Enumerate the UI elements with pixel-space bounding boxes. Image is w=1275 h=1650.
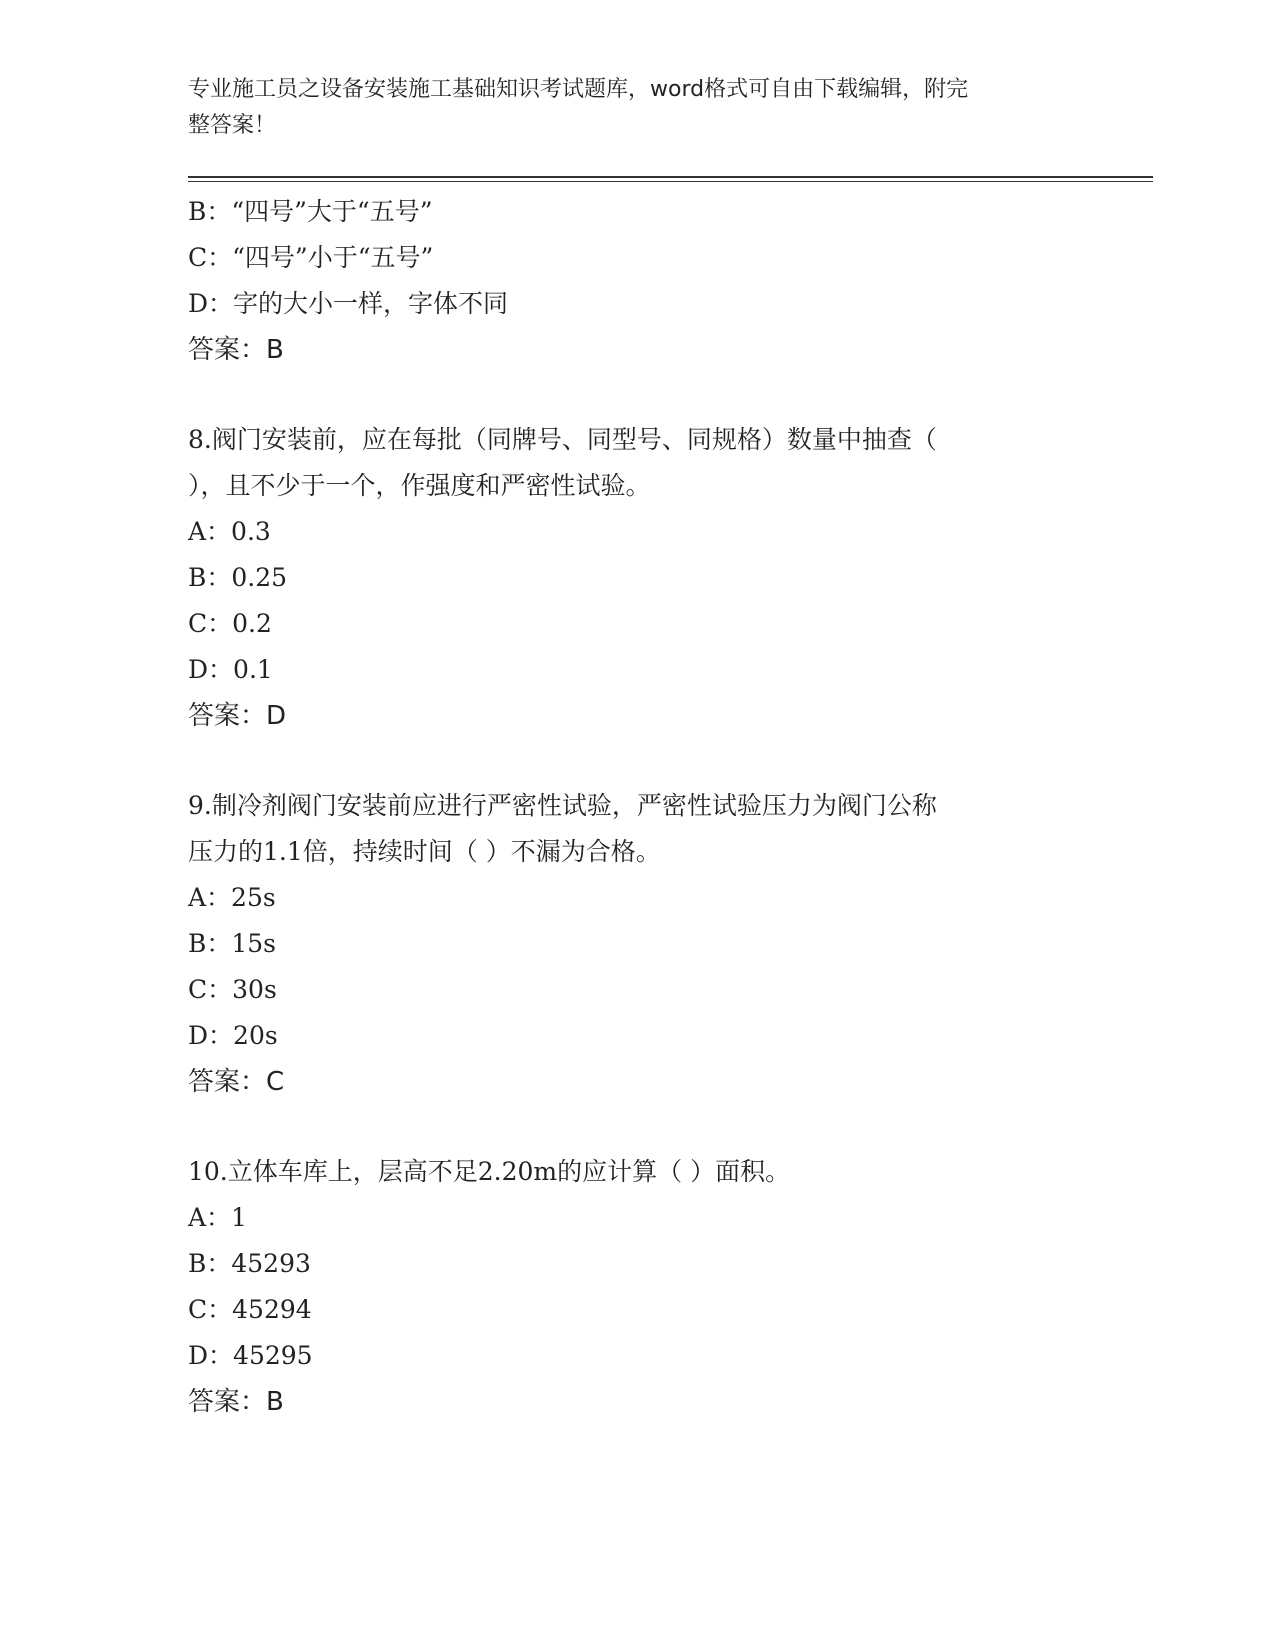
option-d: D：0.1 bbox=[188, 655, 273, 684]
spacer bbox=[188, 739, 1088, 783]
answer-label: 答案：B bbox=[188, 335, 284, 365]
answer-label: 答案：D bbox=[188, 701, 287, 731]
answer-label: 答案：B bbox=[188, 1387, 284, 1417]
spacer bbox=[188, 373, 1088, 417]
answer-label: 答案：C bbox=[188, 1067, 285, 1097]
option-c: C：0.2 bbox=[188, 609, 272, 638]
header-title-line-1: 专业施工员之设备安装施工基础知识考试题库，word格式可自由下载编辑，附完 bbox=[188, 77, 969, 102]
option-c: C：45294 bbox=[188, 1295, 312, 1324]
option-c: C：“四号”小于“五号” bbox=[188, 243, 434, 272]
header-title-line-2: 整答案！ bbox=[188, 113, 277, 138]
document-header bbox=[188, 72, 1068, 144]
header-divider-thick bbox=[188, 176, 1153, 178]
question-9 bbox=[188, 783, 1088, 1105]
question-stem-line-2: 压力的1.1倍，持续时间（ ）不漏为合格。 bbox=[188, 837, 661, 866]
option-a: A：25s bbox=[188, 883, 276, 912]
option-d: D：字的大小一样，字体不同 bbox=[188, 289, 509, 318]
question-stem-line-1: 10.立体车库上，层高不足2.20m的应计算（ ）面积。 bbox=[188, 1157, 791, 1186]
question-list bbox=[188, 189, 1088, 1425]
option-a: A：0.3 bbox=[188, 517, 271, 546]
question-10 bbox=[188, 1149, 1088, 1425]
option-b: B：15s bbox=[188, 929, 277, 958]
spacer bbox=[188, 1105, 1088, 1149]
question-stem-line-1: 9.制冷剂阀门安装前应进行严密性试验，严密性试验压力为阀门公称 bbox=[188, 791, 937, 820]
option-d: D：45295 bbox=[188, 1341, 313, 1370]
option-b: B：0.25 bbox=[188, 563, 288, 592]
option-b: B：“四号”大于“五号” bbox=[188, 197, 433, 226]
option-b: B：45293 bbox=[188, 1249, 311, 1278]
option-c: C：30s bbox=[188, 975, 277, 1004]
question-stem-line-1: 8.阀门安装前，应在每批（同牌号、同型号、同规格）数量中抽查（ bbox=[188, 425, 937, 454]
option-a: A：1 bbox=[188, 1203, 247, 1232]
option-d: D：20s bbox=[188, 1021, 278, 1050]
question-7-continued bbox=[188, 189, 1088, 373]
header-divider-thin bbox=[188, 181, 1153, 182]
question-stem-line-2: ），且不少于一个，作强度和严密性试验。 bbox=[188, 471, 651, 500]
question-8 bbox=[188, 417, 1088, 739]
